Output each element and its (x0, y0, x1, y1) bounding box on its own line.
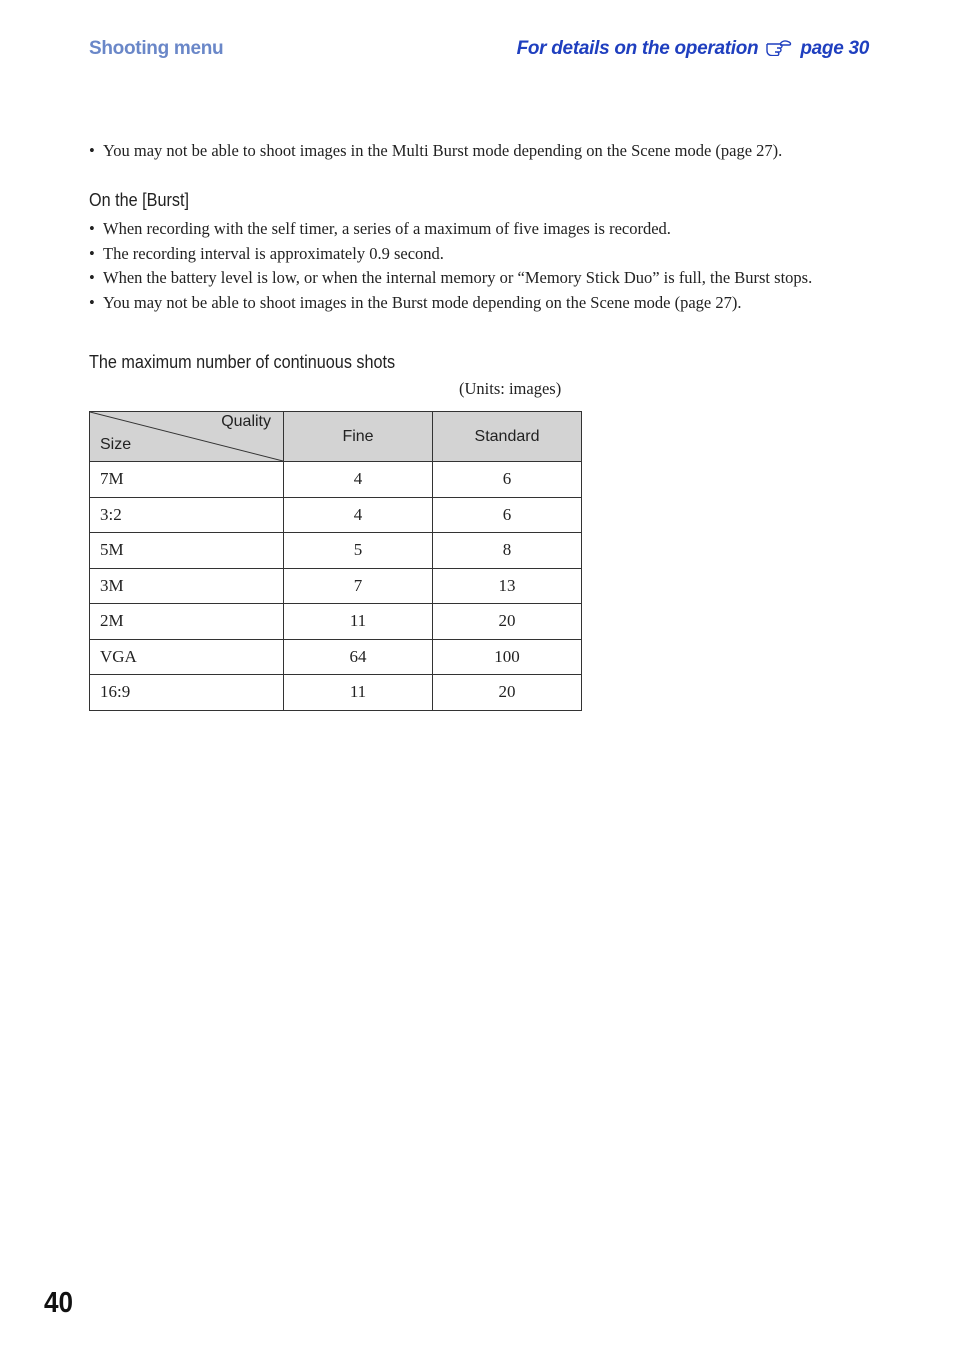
column-header-fine: Fine (284, 412, 433, 462)
table-row (90, 462, 582, 498)
quality-label: Quality (221, 413, 271, 430)
size-cell: 2M (90, 604, 284, 640)
table-header-row (90, 412, 582, 462)
continuous-shots-table (89, 411, 582, 711)
fine-cell: 7 (284, 568, 433, 604)
size-cell: 16:9 (90, 675, 284, 711)
burst-heading: On the [Burst] (89, 190, 189, 210)
size-label: Size (100, 436, 132, 453)
standard-cell: 8 (433, 533, 582, 569)
fine-cell: 64 (284, 639, 433, 675)
section-title: Shooting menu (89, 38, 224, 59)
size-cell: 3:2 (90, 497, 284, 533)
size-cell: 7M (90, 462, 284, 498)
list-item: • You may not be able to shoot images in the Burst mode depending on the Scene mode (page 27). (89, 292, 742, 312)
fine-cell: 11 (284, 604, 433, 640)
standard-cell: 13 (433, 568, 582, 604)
details-prefix: For details on the operation (516, 38, 759, 59)
table-row (90, 675, 582, 711)
table-row (90, 604, 582, 640)
standard-cell: 6 (433, 462, 582, 498)
corner-header (90, 412, 284, 462)
table-row (90, 533, 582, 569)
standard-cell: 100 (433, 639, 582, 675)
fine-cell: 4 (284, 462, 433, 498)
pointing-hand-icon (765, 38, 793, 56)
column-header-standard: Standard (433, 412, 582, 462)
table-row (90, 497, 582, 533)
table-row (90, 639, 582, 675)
details-page: page 30 (800, 38, 869, 59)
table-heading: The maximum number of continuous shots (89, 352, 396, 372)
units-label: (Units: images) (459, 379, 562, 398)
fine-cell: 11 (284, 675, 433, 711)
fine-cell: 5 (284, 533, 433, 569)
list-item: • The recording interval is approximately 0.9 second. (89, 243, 444, 263)
intro-list (89, 140, 869, 165)
standard-cell: 20 (433, 675, 582, 711)
size-cell: VGA (90, 639, 284, 675)
burst-list (89, 218, 869, 316)
details-reference[interactable] (517, 38, 869, 60)
fine-cell: 4 (284, 497, 433, 533)
size-cell: 3M (90, 568, 284, 604)
standard-cell: 20 (433, 604, 582, 640)
table-row (90, 568, 582, 604)
list-item: • When the battery level is low, or when the internal memory or “Memory Stick Duo” is full, the Burst stops. (89, 268, 813, 287)
list-item: • When recording with the self timer, a series of a maximum of five images is recorded. (89, 219, 671, 238)
standard-cell: 6 (433, 497, 582, 533)
list-item: • You may not be able to shoot images in the Multi Burst mode depending on the Scene mode (page 27). (89, 141, 783, 160)
size-cell: 5M (90, 533, 284, 569)
page-number: 40 (44, 1287, 74, 1319)
